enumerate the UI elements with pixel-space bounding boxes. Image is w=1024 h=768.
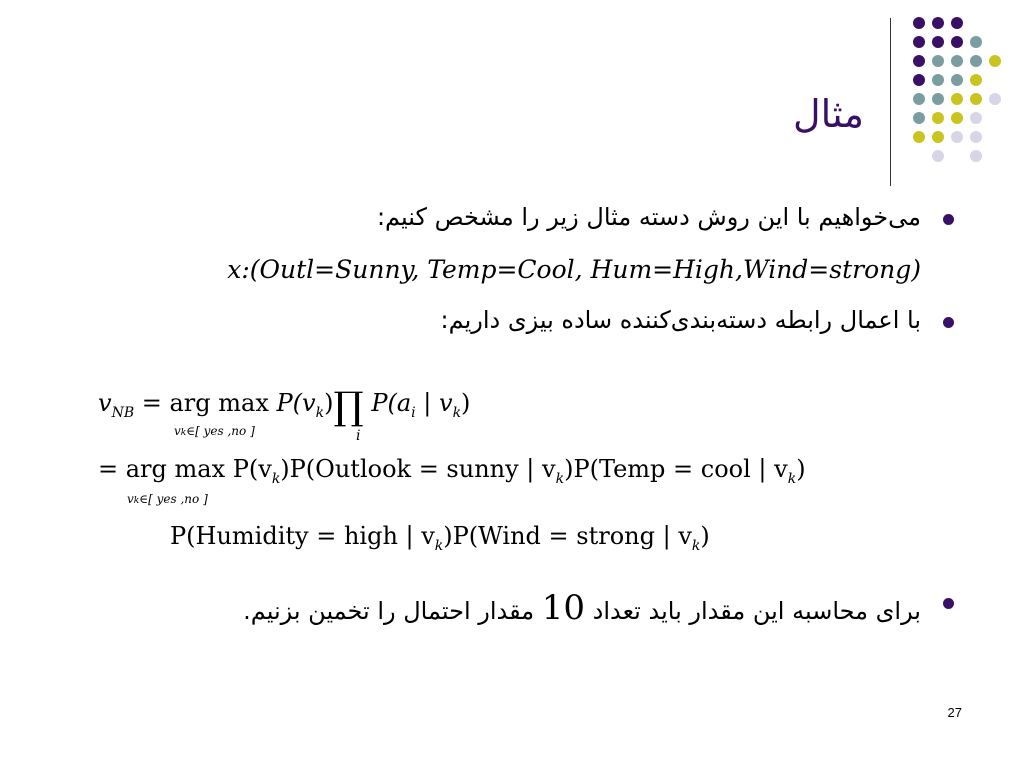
dot xyxy=(970,150,982,162)
dot xyxy=(913,74,925,86)
title-divider-line xyxy=(890,18,891,186)
formula-paren: ) xyxy=(700,522,710,550)
formula-subscript: i xyxy=(411,405,416,421)
dot xyxy=(913,93,925,105)
formula-symbol: | v xyxy=(415,389,453,417)
formula-symbol: (a xyxy=(387,389,412,417)
decorative-dot-grid xyxy=(0,0,1024,170)
argmax-domain-2 xyxy=(127,492,208,506)
formula-subscript: k xyxy=(180,428,187,438)
formula-symbol: P xyxy=(276,389,293,417)
dot xyxy=(951,131,963,143)
formula-text: = arg max P(v xyxy=(98,455,272,483)
dot xyxy=(913,55,925,67)
count-value: 10 xyxy=(541,588,585,628)
dot xyxy=(951,36,963,48)
formula-operator: = arg max xyxy=(141,389,269,417)
dot xyxy=(970,74,982,86)
dot xyxy=(951,17,963,29)
page-number: 27 xyxy=(947,705,962,720)
formula-symbol: P xyxy=(371,389,388,417)
formula-text: )P(Outlook = sunny | v xyxy=(280,455,556,483)
formula-subscript: k xyxy=(315,405,325,421)
dot xyxy=(951,74,963,86)
formula-paren: ) xyxy=(461,389,471,417)
formula-symbol: v xyxy=(98,389,112,417)
bullet-text-1: می‌خواهیم با این روش دسته مثال زیر را مشخص کنیم: xyxy=(376,203,921,231)
dot xyxy=(932,36,944,48)
formula-paren: ) xyxy=(324,389,334,417)
dot xyxy=(932,55,944,67)
dot xyxy=(932,17,944,29)
bullet-dot xyxy=(943,598,954,609)
formula-line-2 xyxy=(98,455,806,487)
dot xyxy=(951,55,963,67)
dot xyxy=(989,93,1001,105)
dot xyxy=(970,36,982,48)
slide-title: مثال xyxy=(792,92,864,136)
dot xyxy=(970,55,982,67)
bullet-dot xyxy=(943,317,954,328)
formula-set: ∈[ yes ,no ] xyxy=(186,424,255,438)
dot xyxy=(932,93,944,105)
product-symbol: ∏ xyxy=(333,384,364,428)
dot xyxy=(932,112,944,124)
formula-text: )P(Temp = cool | v xyxy=(564,455,788,483)
formula-subscript: k xyxy=(787,471,797,487)
dot xyxy=(951,112,963,124)
bullet-text-3-part1: برای محاسبه این مقدار باید تعداد xyxy=(592,597,921,625)
dot xyxy=(932,150,944,162)
example-instance: x:(Outl=Sunny, Temp=Cool, Hum=High,Wind=strong) xyxy=(227,255,921,284)
formula-set: ∈[ yes ,no ] xyxy=(139,492,208,506)
dot xyxy=(913,36,925,48)
bullet-text-3-part2: مقدار احتمال را تخمین بزنیم. xyxy=(243,597,535,625)
formula-line-1 xyxy=(98,384,470,428)
formula-paren: ) xyxy=(796,455,806,483)
formula-symbol: v xyxy=(174,424,181,438)
dot xyxy=(932,131,944,143)
formula-symbol: v xyxy=(127,492,134,506)
formula-subscript: k xyxy=(434,538,444,554)
dot xyxy=(932,74,944,86)
dot xyxy=(913,112,925,124)
formula-subscript: k xyxy=(452,405,462,421)
formula-subscript: k xyxy=(691,538,701,554)
bullet-text-3 xyxy=(71,584,921,635)
formula-subscript: NB xyxy=(111,405,135,421)
formula-line-3 xyxy=(170,522,710,554)
formula-subscript: k xyxy=(133,496,140,506)
product-index: i xyxy=(356,428,361,444)
bullet-text-2: با اعمال رابطه دسته‌بندی‌کننده ساده بیزی داریم: xyxy=(440,306,921,334)
dot xyxy=(913,17,925,29)
formula-text: )P(Wind = strong | v xyxy=(443,522,692,550)
formula-subscript: k xyxy=(271,471,281,487)
dot xyxy=(970,131,982,143)
bullet-dot xyxy=(943,214,954,225)
dot xyxy=(913,131,925,143)
formula-text: P(Humidity = high | v xyxy=(170,522,435,550)
dot xyxy=(951,93,963,105)
dot xyxy=(970,93,982,105)
formula-symbol: (v xyxy=(292,389,316,417)
dot xyxy=(989,55,1001,67)
formula-subscript: k xyxy=(555,471,565,487)
argmax-domain-1 xyxy=(174,424,255,438)
dot xyxy=(970,112,982,124)
